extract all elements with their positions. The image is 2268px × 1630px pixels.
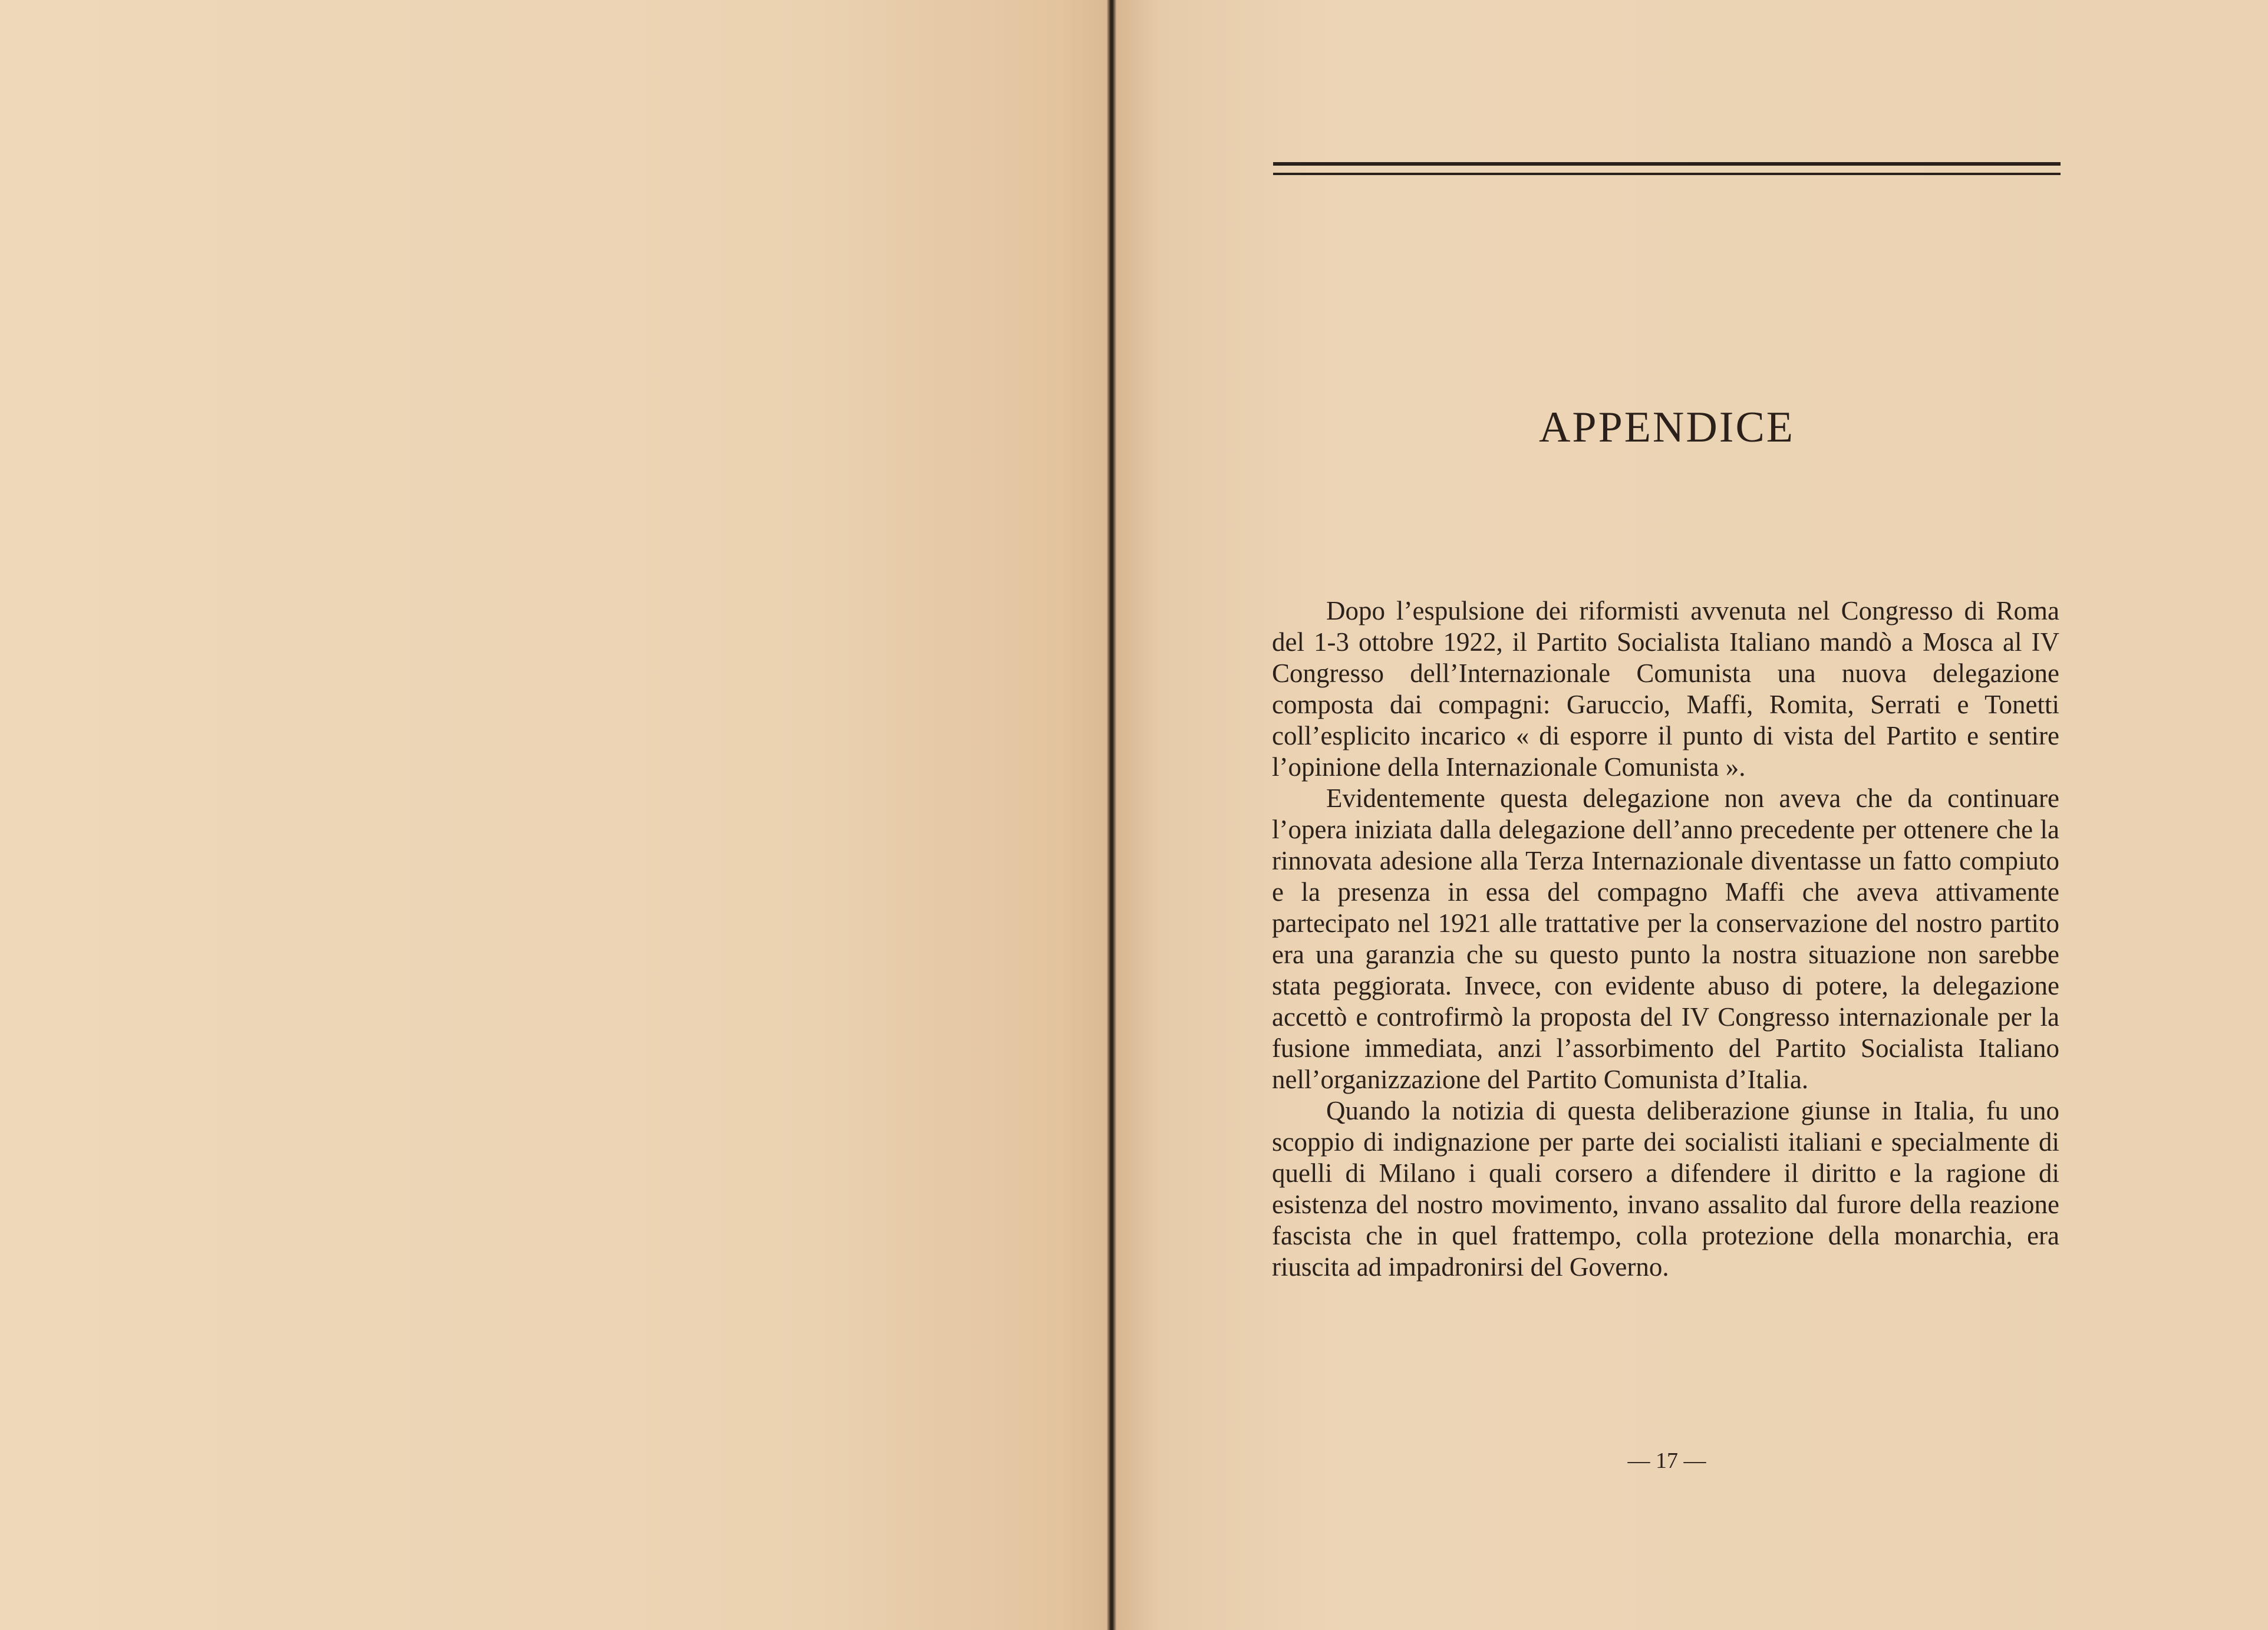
paragraph: Evidentemente questa delegazione non aveva che da continuare l’opera iniziata dalla delegazione dell’anno precedente per ottenere che la rinnovata adesione alla Terza Internazionale diventasse un fatto compiuto e la presenza in essa del compagno Maffi che aveva attivamente partecipato nel 1921 alle trattative per la conservazione del nostro partito era una garanzia che su questo punto la nostra situazione non sarebbe stata peggiorata. Invece, con evidente abuso di potere, la delegazione accettò e controfirmò la proposta del IV Congresso internazionale per la fusione immediata, anzi l’assorbimento del Partito Socialista Italiano nell’organizzazione del Partito Comunista d’Italia. [1272,783,2059,1094]
page-title: APPENDICE [1538,403,1795,452]
left-page-blank [0,0,1114,1630]
header-rule-bottom [1273,173,2061,175]
header-double-rule [1273,162,2061,182]
header-rule-top [1273,162,2061,166]
book-gutter [1107,0,1116,1630]
paragraph: Dopo l’espulsione dei riformisti avvenuta nel Congresso di Roma del 1-3 ottobre 1922, il Partito Socialista Italiano mandò a Mosca al IV Congresso dell’Internazionale Comunista una nuova delegazione composta dai compagni: Garuccio, Maffi, Romita, Serrati e Tonetti coll’esplicito incarico « di esporre il punto di vista del Partito e sentire l’opinione della Internazionale Comunista ». [1272,596,2059,782]
page-number: — 17 — [1627,1448,1706,1473]
body-text [1272,595,2059,1283]
paragraph: Quando la notizia di questa deliberazione giunse in Italia, fu uno scoppio di indignazione per parte dei socialisti italiani e specialmente di quelli di Milano i quali corsero a difendere il diritto e la ragione di esistenza del nostro movimento, invano assalito dal furore della reazione fascista che in quel frattempo, colla protezione della monarchia, era riuscita ad impadronirsi del Governo. [1272,1096,2059,1282]
